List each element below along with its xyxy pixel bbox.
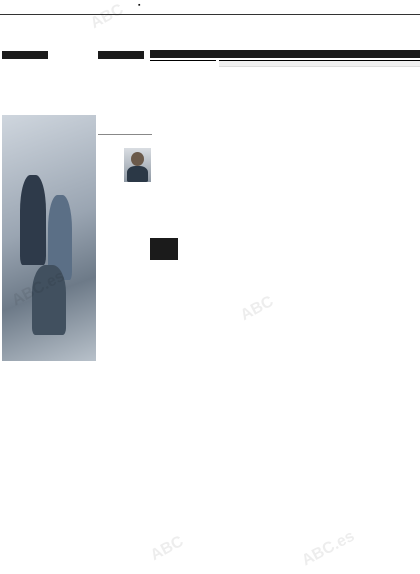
article-headline	[2, 19, 172, 32]
player-label	[98, 134, 152, 136]
body-left-a	[2, 370, 48, 570]
page-header	[0, 0, 420, 15]
player-body-b	[98, 196, 152, 234]
worst-body	[98, 70, 152, 130]
results-table	[150, 60, 216, 69]
best-body	[2, 70, 94, 110]
player-photo	[124, 148, 151, 182]
body-left-b	[50, 370, 96, 570]
results-matrix	[150, 240, 420, 385]
standings-title	[150, 50, 420, 58]
header-section: ▪	[138, 2, 141, 9]
player-body-a	[98, 150, 123, 194]
match-photo	[2, 115, 96, 361]
results-title	[150, 60, 216, 61]
body-right	[98, 340, 152, 570]
classification-table	[219, 60, 420, 67]
worst-label	[98, 51, 144, 59]
best-label	[2, 51, 48, 59]
header-right	[410, 2, 416, 9]
